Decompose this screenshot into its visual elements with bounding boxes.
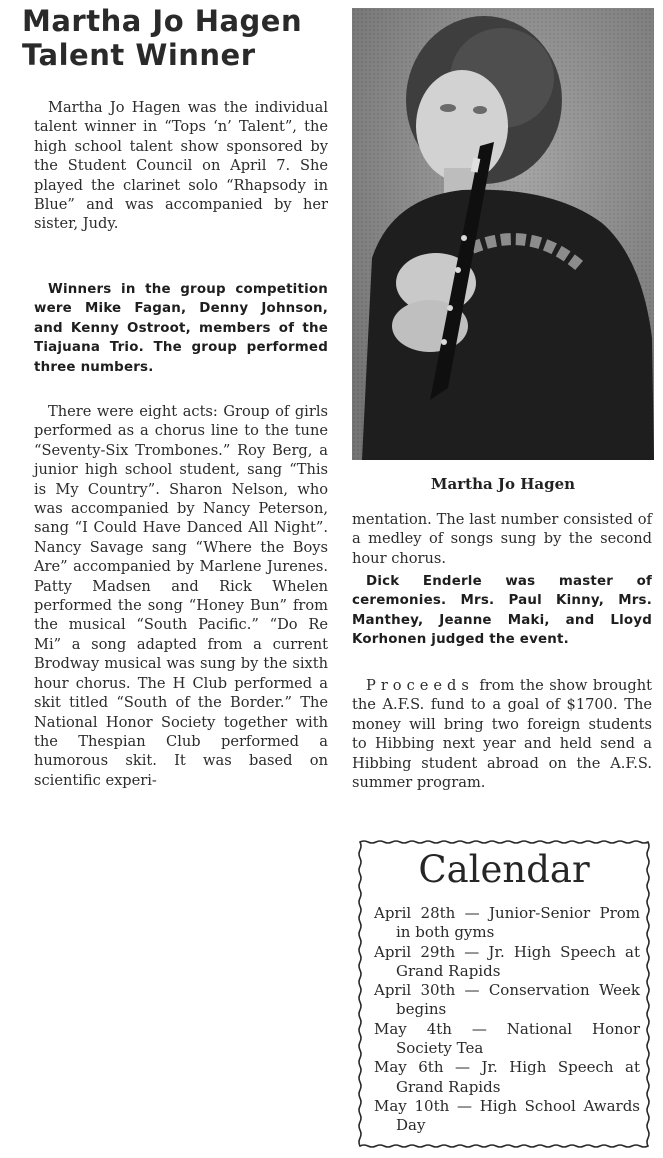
calendar-item: May 4th — National Honor Society Tea: [374, 1019, 640, 1058]
article-photo: [352, 8, 654, 460]
paragraph-intro: Martha Jo Hagen was the individual talent winner in “Tops ‘n’ Talent”, the high school talent show sponsored by the Student Council on April 7. She played the clarinet solo “Rhapsody in Blue” and was accompanied by her sister, Judy.: [34, 99, 328, 233]
paragraph-proceeds: [352, 676, 652, 792]
headline-line-2: Talent Winner: [22, 38, 256, 72]
calendar-item: May 6th — Jr. High Speech at Grand Rapids: [374, 1058, 640, 1096]
calendar-item: May 10th — High School Awards Day: [374, 1096, 640, 1135]
calendar-item: April 28th — Junior-Senior Prom in both gyms: [374, 904, 640, 942]
calendar-title: Calendar: [418, 848, 590, 891]
calendar-item: April 29th — Jr. High Speech at Grand Rapids: [374, 942, 640, 980]
headline-line-1: Martha Jo Hagen: [22, 4, 303, 38]
photo-caption: Martha Jo Hagen: [430, 475, 576, 493]
proceeds-first-word: Proceeds: [366, 677, 474, 694]
calendar-box: [356, 838, 652, 1150]
paragraph-acts: There were eight acts: Group of girls performed as a chorus line to the tune “Seventy-Six Trombones.” Roy Berg, a junior high school student, sang “This is My Country”. Sharon Nelson, who was accompanied by Nancy Peterson, sang “I Could Have Danced All Night”. Nancy Savage sang “Where the Boys Are” accompanied by Marlene Jurenes. Patty Madsen and Rick Whelen performed the song “Honey Bun” from the musical “South Pacific.” “Do Re Mi” a song adapted from a current Brodway musical was sung by the sixth hour chorus. The H Club performed a skit titled “South of the Border.” The National Honor Society together with the Thespian Club performed a humorous skit. It was based on scientific experi-: [34, 403, 328, 789]
paragraph-group-winners: Winners in the group competition were Mike Fagan, Denny Johnson, and Kenny Ostroot, members of the Tiajuana Trio. The group performed three numbers.: [34, 282, 328, 375]
calendar-item: April 30th — Conservation Week begins: [374, 981, 640, 1019]
calendar-list: [374, 904, 640, 1136]
paragraph-mentation: mentation. The last number consisted of a medley of songs sung by the second hour chorus.: [352, 511, 652, 567]
proceeds-rest: from the show brought the A.F.S. fund to a goal of $1700. The money will bring two foreign students to Hibbing next year and held send a Hibbing student abroad on the A.F.S. summer program.: [352, 677, 652, 792]
paragraph-master-of-ceremonies: Dick Enderle was master of ceremonies. Mrs. Paul Kinny, Mrs. Manthey, Jeanne Maki, and Lloyd Korhonen judged the event.: [352, 574, 652, 648]
photo-girl-with-clarinet-illustration: [352, 8, 654, 460]
article-headline: [22, 4, 352, 72]
